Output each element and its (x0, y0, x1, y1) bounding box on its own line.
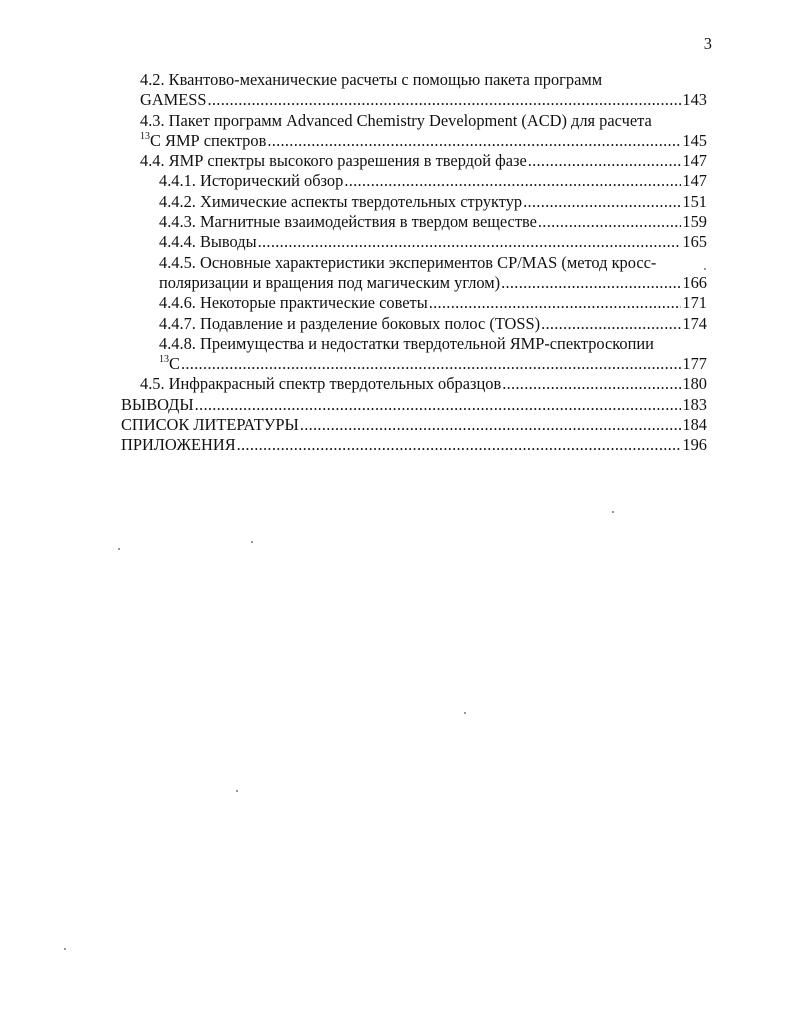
toc-entry-text: 4.4.4. Выводы (159, 232, 257, 252)
dot-leader (523, 192, 681, 212)
dot-leader (258, 232, 682, 252)
toc-page-number: 147 (682, 151, 707, 171)
scan-speck (464, 712, 466, 714)
toc-entry-4-4-8-line2 (121, 354, 707, 374)
toc-entry-text: 4.4.8. Преимущества и недостатки твердотельной ЯМР-спектроскопии (159, 333, 654, 353)
toc-entry-conclusions (121, 395, 707, 415)
toc-entry-4-2-line2 (121, 90, 707, 110)
dot-leader (538, 212, 682, 232)
toc-page-number: 180 (682, 374, 707, 394)
page-number: 3 (703, 34, 712, 53)
toc-entry-text-wrap (140, 131, 266, 151)
toc-entry-text: 4.5. Инфракрасный спектр твердотельных образцов (140, 374, 502, 394)
toc-page-number: 177 (682, 354, 707, 374)
toc-entry-text: 4.4.5. Основные характеристики экспериментов CP/MAS (метод кросс- (159, 252, 657, 272)
toc-page-number: 151 (682, 191, 707, 211)
dot-leader (208, 90, 682, 110)
toc-entry-4-3-line1 (121, 111, 707, 131)
toc-entry-4-4-7 (121, 314, 707, 334)
toc-entry-text: 4.2. Квантово-механические расчеты с помощью пакета программ (140, 70, 603, 89)
toc-entry-4-4-4 (121, 232, 707, 252)
toc-entry-4-4-3 (121, 212, 707, 232)
toc-entry-4-4-5-line1 (121, 253, 707, 273)
toc-page-number: 145 (682, 130, 707, 150)
toc-entry-text: 4.4. ЯМР спектры высокого разрешения в твердой фазе (140, 151, 527, 171)
toc-entry-text-wrap (159, 354, 180, 374)
dot-leader (429, 293, 682, 313)
toc-page-number: 183 (682, 394, 707, 414)
dot-leader (541, 314, 681, 334)
scan-speck (251, 541, 253, 543)
dot-leader (502, 374, 681, 394)
toc-page-number: 166 (682, 272, 707, 292)
toc-entry-text: GAMESS (140, 90, 207, 110)
dot-leader (300, 415, 682, 435)
toc-page-number: 143 (682, 90, 707, 110)
toc-entry-4-4-6 (121, 293, 707, 313)
toc-page-number: 159 (682, 212, 707, 232)
toc-entry-4-5 (121, 374, 707, 394)
toc-entry-text: С (169, 354, 180, 374)
toc-entry-4-4 (121, 151, 707, 171)
toc-entry-text: ВЫВОДЫ (121, 394, 194, 414)
toc-entry-text: 4.3. Пакет программ Advanced Chemistry Development (ACD) для расчета (140, 110, 652, 130)
toc-entry-text: 4.4.7. Подавление и разделение боковых полос (TOSS) (159, 313, 541, 333)
toc-entry-4-4-5-line2 (121, 273, 707, 293)
toc-page-number: 196 (682, 435, 707, 455)
toc-entry-text: ПРИЛОЖЕНИЯ (121, 435, 236, 455)
toc-entry-text: 4.4.2. Химические аспекты твердотельных структур (159, 191, 523, 211)
dot-leader (267, 131, 681, 151)
scan-speck (236, 790, 238, 792)
superscript-13: 13 (159, 354, 169, 366)
dot-leader (181, 354, 681, 374)
toc-page-number: 174 (682, 313, 707, 333)
scan-speck (64, 948, 66, 950)
toc-entry-references (121, 415, 707, 435)
dot-leader (237, 435, 682, 455)
scan-speck (118, 548, 120, 550)
dot-leader (195, 395, 682, 415)
toc-entry-4-3-line2 (121, 131, 707, 151)
scan-speck (704, 268, 706, 270)
toc-entry-4-4-8-line1 (121, 334, 707, 354)
dot-leader (501, 273, 681, 293)
toc-page-number: 147 (682, 171, 707, 191)
toc-entry-text: С ЯМР спектров (150, 130, 267, 150)
dot-leader (528, 151, 682, 171)
toc-entry-text: СПИСОК ЛИТЕРАТУРЫ (121, 415, 299, 435)
toc-page-number: 184 (682, 415, 707, 435)
toc-entry-4-4-2 (121, 192, 707, 212)
superscript-13: 13 (140, 130, 150, 142)
scan-speck (612, 511, 614, 513)
table-of-contents (121, 70, 707, 456)
toc-entry-4-2-line1 (121, 70, 707, 90)
toc-entry-text: 4.4.6. Некоторые практические советы (159, 293, 428, 313)
dot-leader (344, 171, 681, 191)
toc-entry-text: поляризации и вращения под магическим углом) (159, 272, 501, 292)
toc-page-number: 171 (682, 293, 707, 313)
toc-entry-text: 4.4.1. Исторический обзор (159, 171, 344, 191)
toc-entry-appendices (121, 435, 707, 455)
toc-entry-4-4-1 (121, 171, 707, 191)
toc-entry-text: 4.4.3. Магнитные взаимодействия в твердом веществе (159, 212, 537, 232)
toc-page-number: 165 (682, 232, 707, 252)
